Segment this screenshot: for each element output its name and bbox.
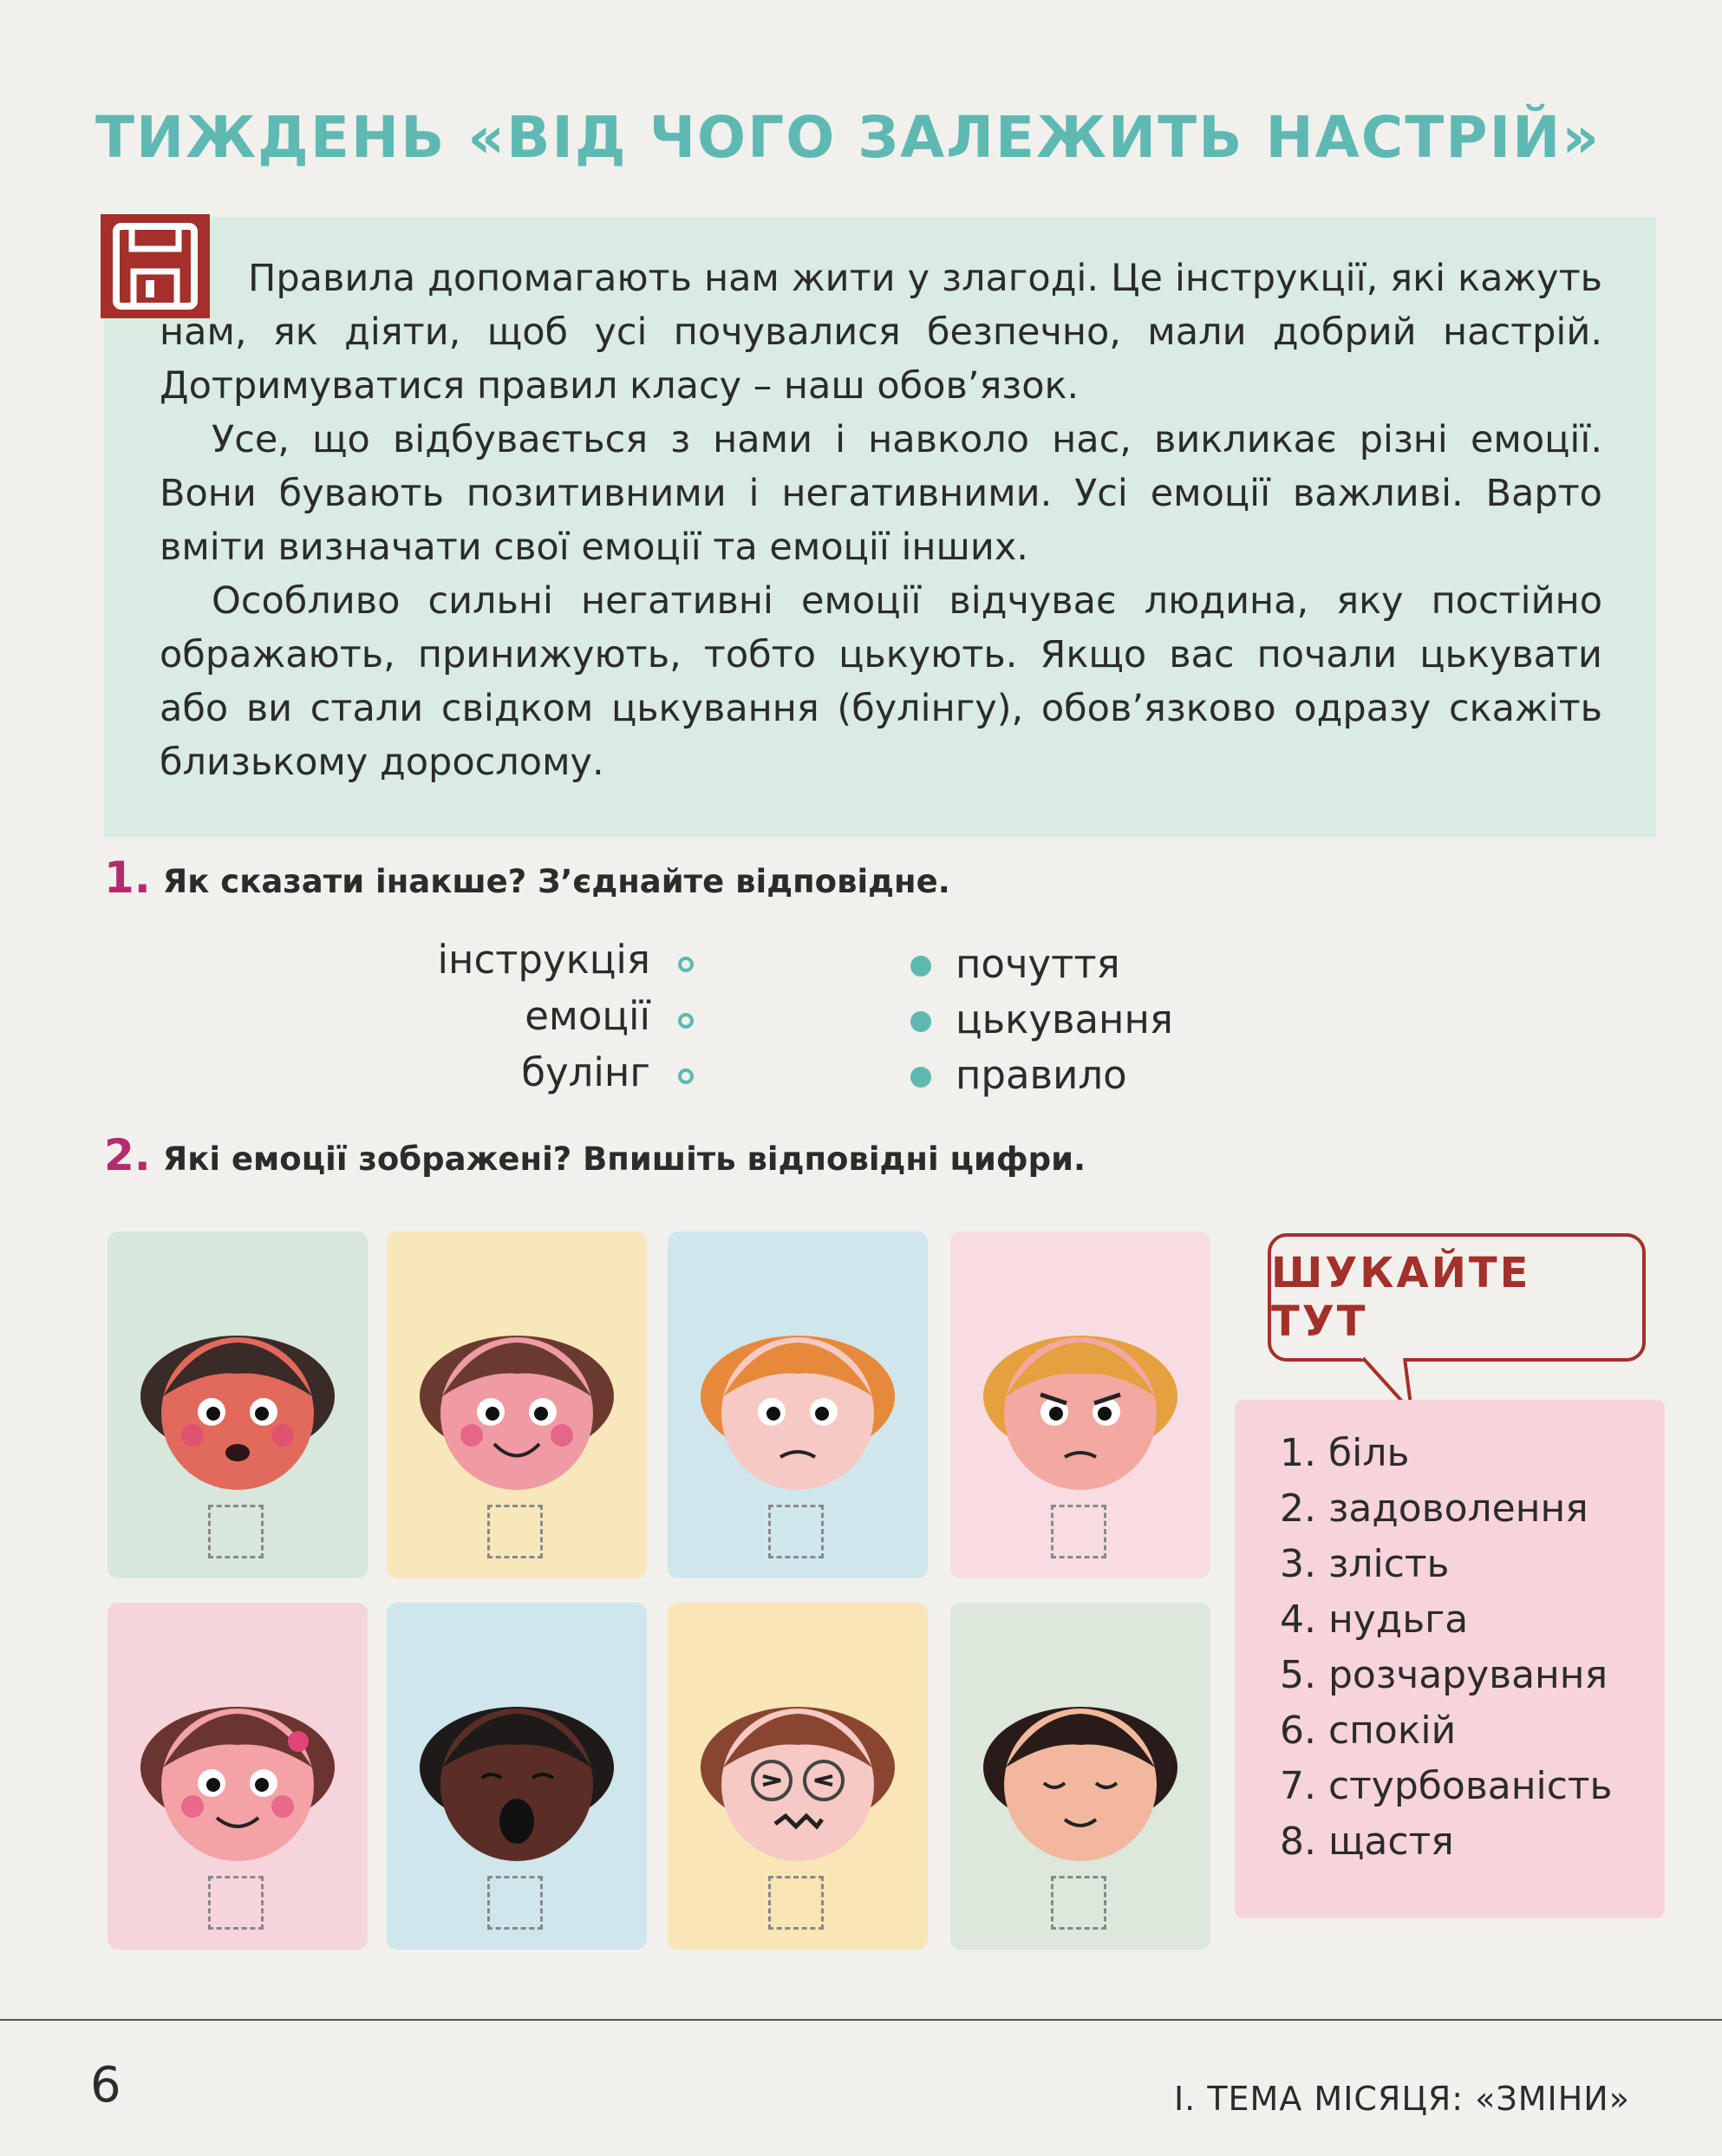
- emotion-card: [950, 1603, 1210, 1950]
- list-item: 3. злість: [1280, 1542, 1450, 1586]
- page-title: ТИЖДЕНЬ «ВІД ЧОГО ЗАЛЕЖИТЬ НАСТРІЙ»: [95, 104, 1601, 171]
- face-calm-icon: [968, 1681, 1193, 1872]
- match-right-2: цькування: [956, 996, 1173, 1042]
- match-dot-right-2[interactable]: [910, 1011, 931, 1032]
- emotion-card: [108, 1232, 368, 1578]
- face-shy-icon: [125, 1681, 350, 1872]
- emotion-card: [668, 1232, 928, 1578]
- answer-box[interactable]: [768, 1876, 824, 1930]
- footer-section-title: І. ТЕМА МІСЯЦЯ: «ЗМІНИ»: [1173, 2080, 1630, 2118]
- match-left-2: емоції: [525, 993, 650, 1039]
- face-happy-icon: [404, 1310, 629, 1500]
- task-1-heading: [104, 853, 950, 903]
- match-dot-left-2[interactable]: [678, 1013, 694, 1029]
- answer-box[interactable]: [208, 1876, 264, 1930]
- answer-box[interactable]: [1051, 1876, 1106, 1930]
- emotion-card: [668, 1603, 928, 1950]
- task-text: Як сказати інакше? З’єднайте відповідне.: [162, 863, 950, 900]
- answer-box[interactable]: [768, 1505, 824, 1558]
- match-dot-left-1[interactable]: [678, 957, 694, 972]
- answer-box[interactable]: [487, 1876, 543, 1930]
- match-dot-right-1[interactable]: [910, 956, 931, 977]
- page-number: 6: [90, 2057, 121, 2114]
- list-item: 4. нудьга: [1280, 1597, 1469, 1642]
- hint-bubble-text: ШУКАЙТЕ ТУТ: [1271, 1249, 1531, 1346]
- face-angry-icon: [968, 1310, 1193, 1500]
- task-number: 2.: [104, 1130, 151, 1180]
- task-number: 1.: [104, 853, 151, 903]
- rules-text: [160, 252, 1602, 789]
- match-dot-right-3[interactable]: [910, 1067, 931, 1088]
- answer-box[interactable]: [487, 1505, 543, 1558]
- list-item: 6. спокій: [1280, 1708, 1457, 1753]
- emotion-card: [108, 1603, 368, 1950]
- emotions-list-box: [1235, 1400, 1665, 1918]
- face-pain-icon: [685, 1681, 910, 1872]
- list-item: 1. біль: [1280, 1431, 1410, 1475]
- footer-divider: [0, 2019, 1722, 2021]
- emotion-card: [387, 1232, 647, 1578]
- answer-box[interactable]: [208, 1505, 264, 1558]
- task-2-heading: [104, 1130, 1086, 1180]
- paragraph: Правила допомагають нам жити у злагоді. Це інструкції, які кажуть нам, як діяти, щоб усі почувалися безпечно, мали добрий настрій. Дотримуватися правил класу – наш обов’язок.: [160, 257, 1602, 408]
- match-right-3: правило: [956, 1052, 1127, 1098]
- emotion-card: [950, 1232, 1210, 1578]
- task-text: Які емоції зображені? Впишіть відповідні цифри.: [162, 1140, 1086, 1178]
- paragraph: Особливо сильні негативні емоції відчуває людина, яку постійно ображають, принижують, тобто цькують. Якщо вас почали цькувати або ви стали свідком цькування (булінгу), обов’язково одразу скажіть близькому дорослому.: [160, 579, 1602, 784]
- match-left-1: інструкція: [437, 937, 650, 983]
- hint-speech-bubble: [1268, 1233, 1646, 1362]
- list-item: 2. задоволення: [1280, 1486, 1588, 1531]
- match-left-3: булінг: [521, 1049, 650, 1095]
- face-worried-icon: [125, 1310, 350, 1500]
- list-item: 7. стурбованість: [1280, 1764, 1613, 1808]
- face-bored-icon: [685, 1310, 910, 1500]
- match-dot-left-3[interactable]: [678, 1068, 694, 1084]
- list-item: 5. розчарування: [1280, 1653, 1608, 1697]
- emotion-card: [387, 1603, 647, 1950]
- match-right-1: почуття: [956, 941, 1120, 987]
- paragraph: Усе, що відбувається з нами і навколо нас, викликає різні емоції. Вони бувають позитивними і негативними. Усі емоції важливі. Варто вміти визначати свої емоції та емоції інших.: [160, 418, 1602, 569]
- face-yawn-icon: [404, 1681, 629, 1872]
- list-item: 8. щастя: [1280, 1820, 1454, 1864]
- answer-box[interactable]: [1051, 1505, 1106, 1558]
